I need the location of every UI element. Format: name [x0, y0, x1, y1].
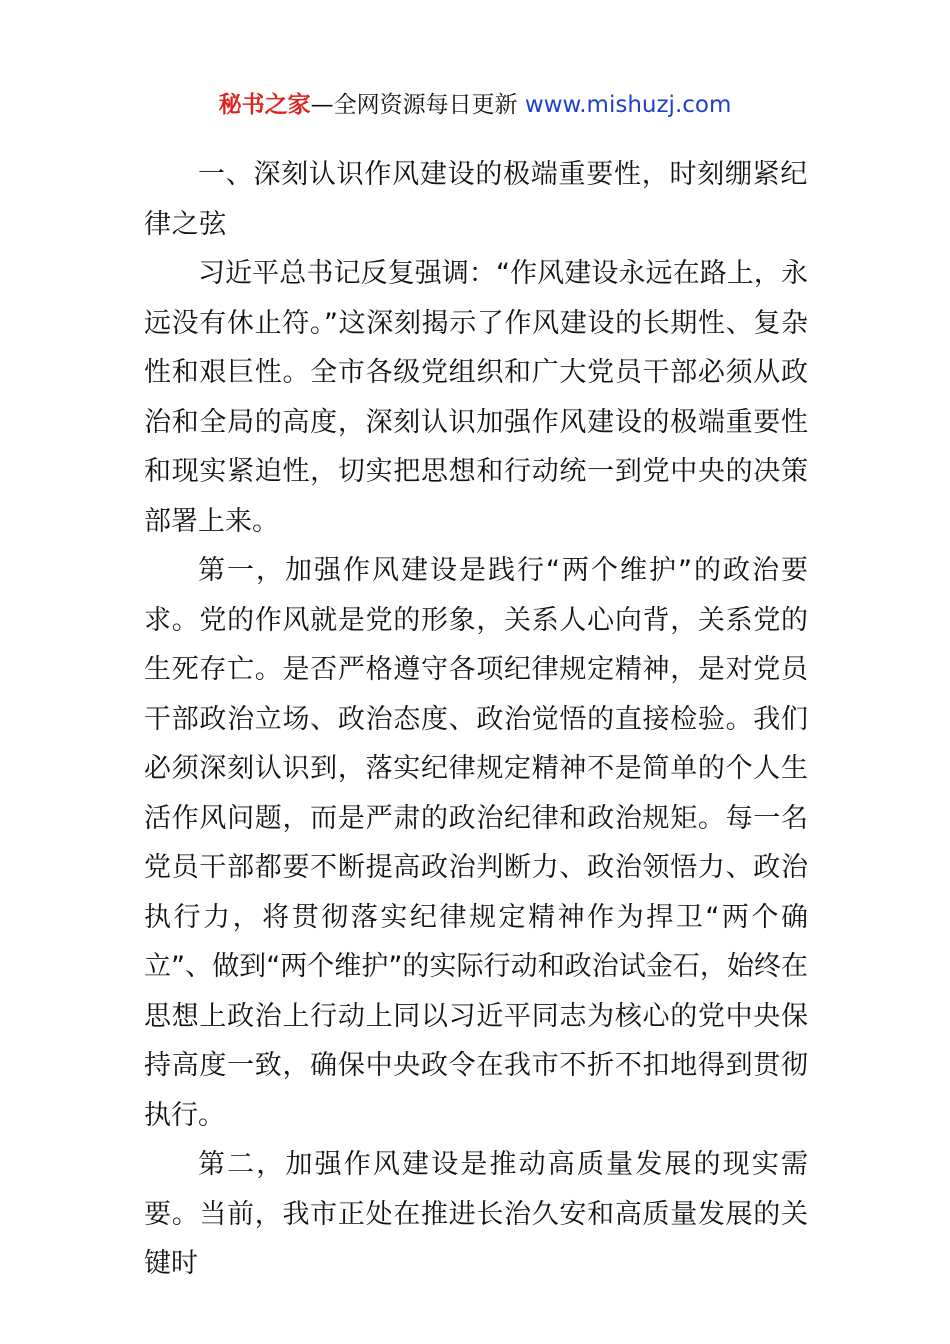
paragraph-intro: 习近平总书记反复强调：“作风建设永远在路上，永远没有休止符。”这深刻揭示了作风建设的长期性、复杂性和艰巨性。全市各级党组织和广大党员干部必须从政治和全局的高度，深刻认识加强作风建设的极端重要性和现实紧迫性，切实把思想和行动统一到党中央的决策部署上来。	[144, 258, 808, 537]
paragraph-second-point: 第二，加强作风建设是推动高质量发展的现实需要。当前，我市正处在推进长治久安和高质量发展的关键时	[144, 1149, 808, 1279]
site-header	[0, 88, 950, 122]
section-heading: 一、深刻认识作风建设的极端重要性，时刻绷紧纪律之弦	[144, 159, 808, 240]
header-tagline: —全网资源每日更新	[310, 92, 525, 118]
document-body	[144, 150, 808, 1289]
paragraph-first-point: 第一，加强作风建设是践行“两个维护”的政治要求。党的作风就是党的形象，关系人心向背，关系党的生死存亡。是否严格遵守各项纪律规定精神，是对党员干部政治立场、政治态度、政治觉悟的直接检验。我们必须深刻认识到，落实纪律规定精神不是简单的个人生活作风问题，而是严肃的政治纪律和政治规矩。每一名党员干部都要不断提高政治判断力、政治领悟力、政治执行力，将贯彻落实纪律规定精神作为捍卫“两个确立”、做到“两个维护”的实际行动和政治试金石，始终在思想上政治上行动上同以习近平同志为核心的党中央保持高度一致，确保中央政令在我市不折不扣地得到贯彻执行。	[144, 555, 808, 1131]
site-url-link[interactable]: www.mishuzj.com	[524, 92, 732, 118]
brand-name: 秘书之家	[218, 92, 311, 118]
